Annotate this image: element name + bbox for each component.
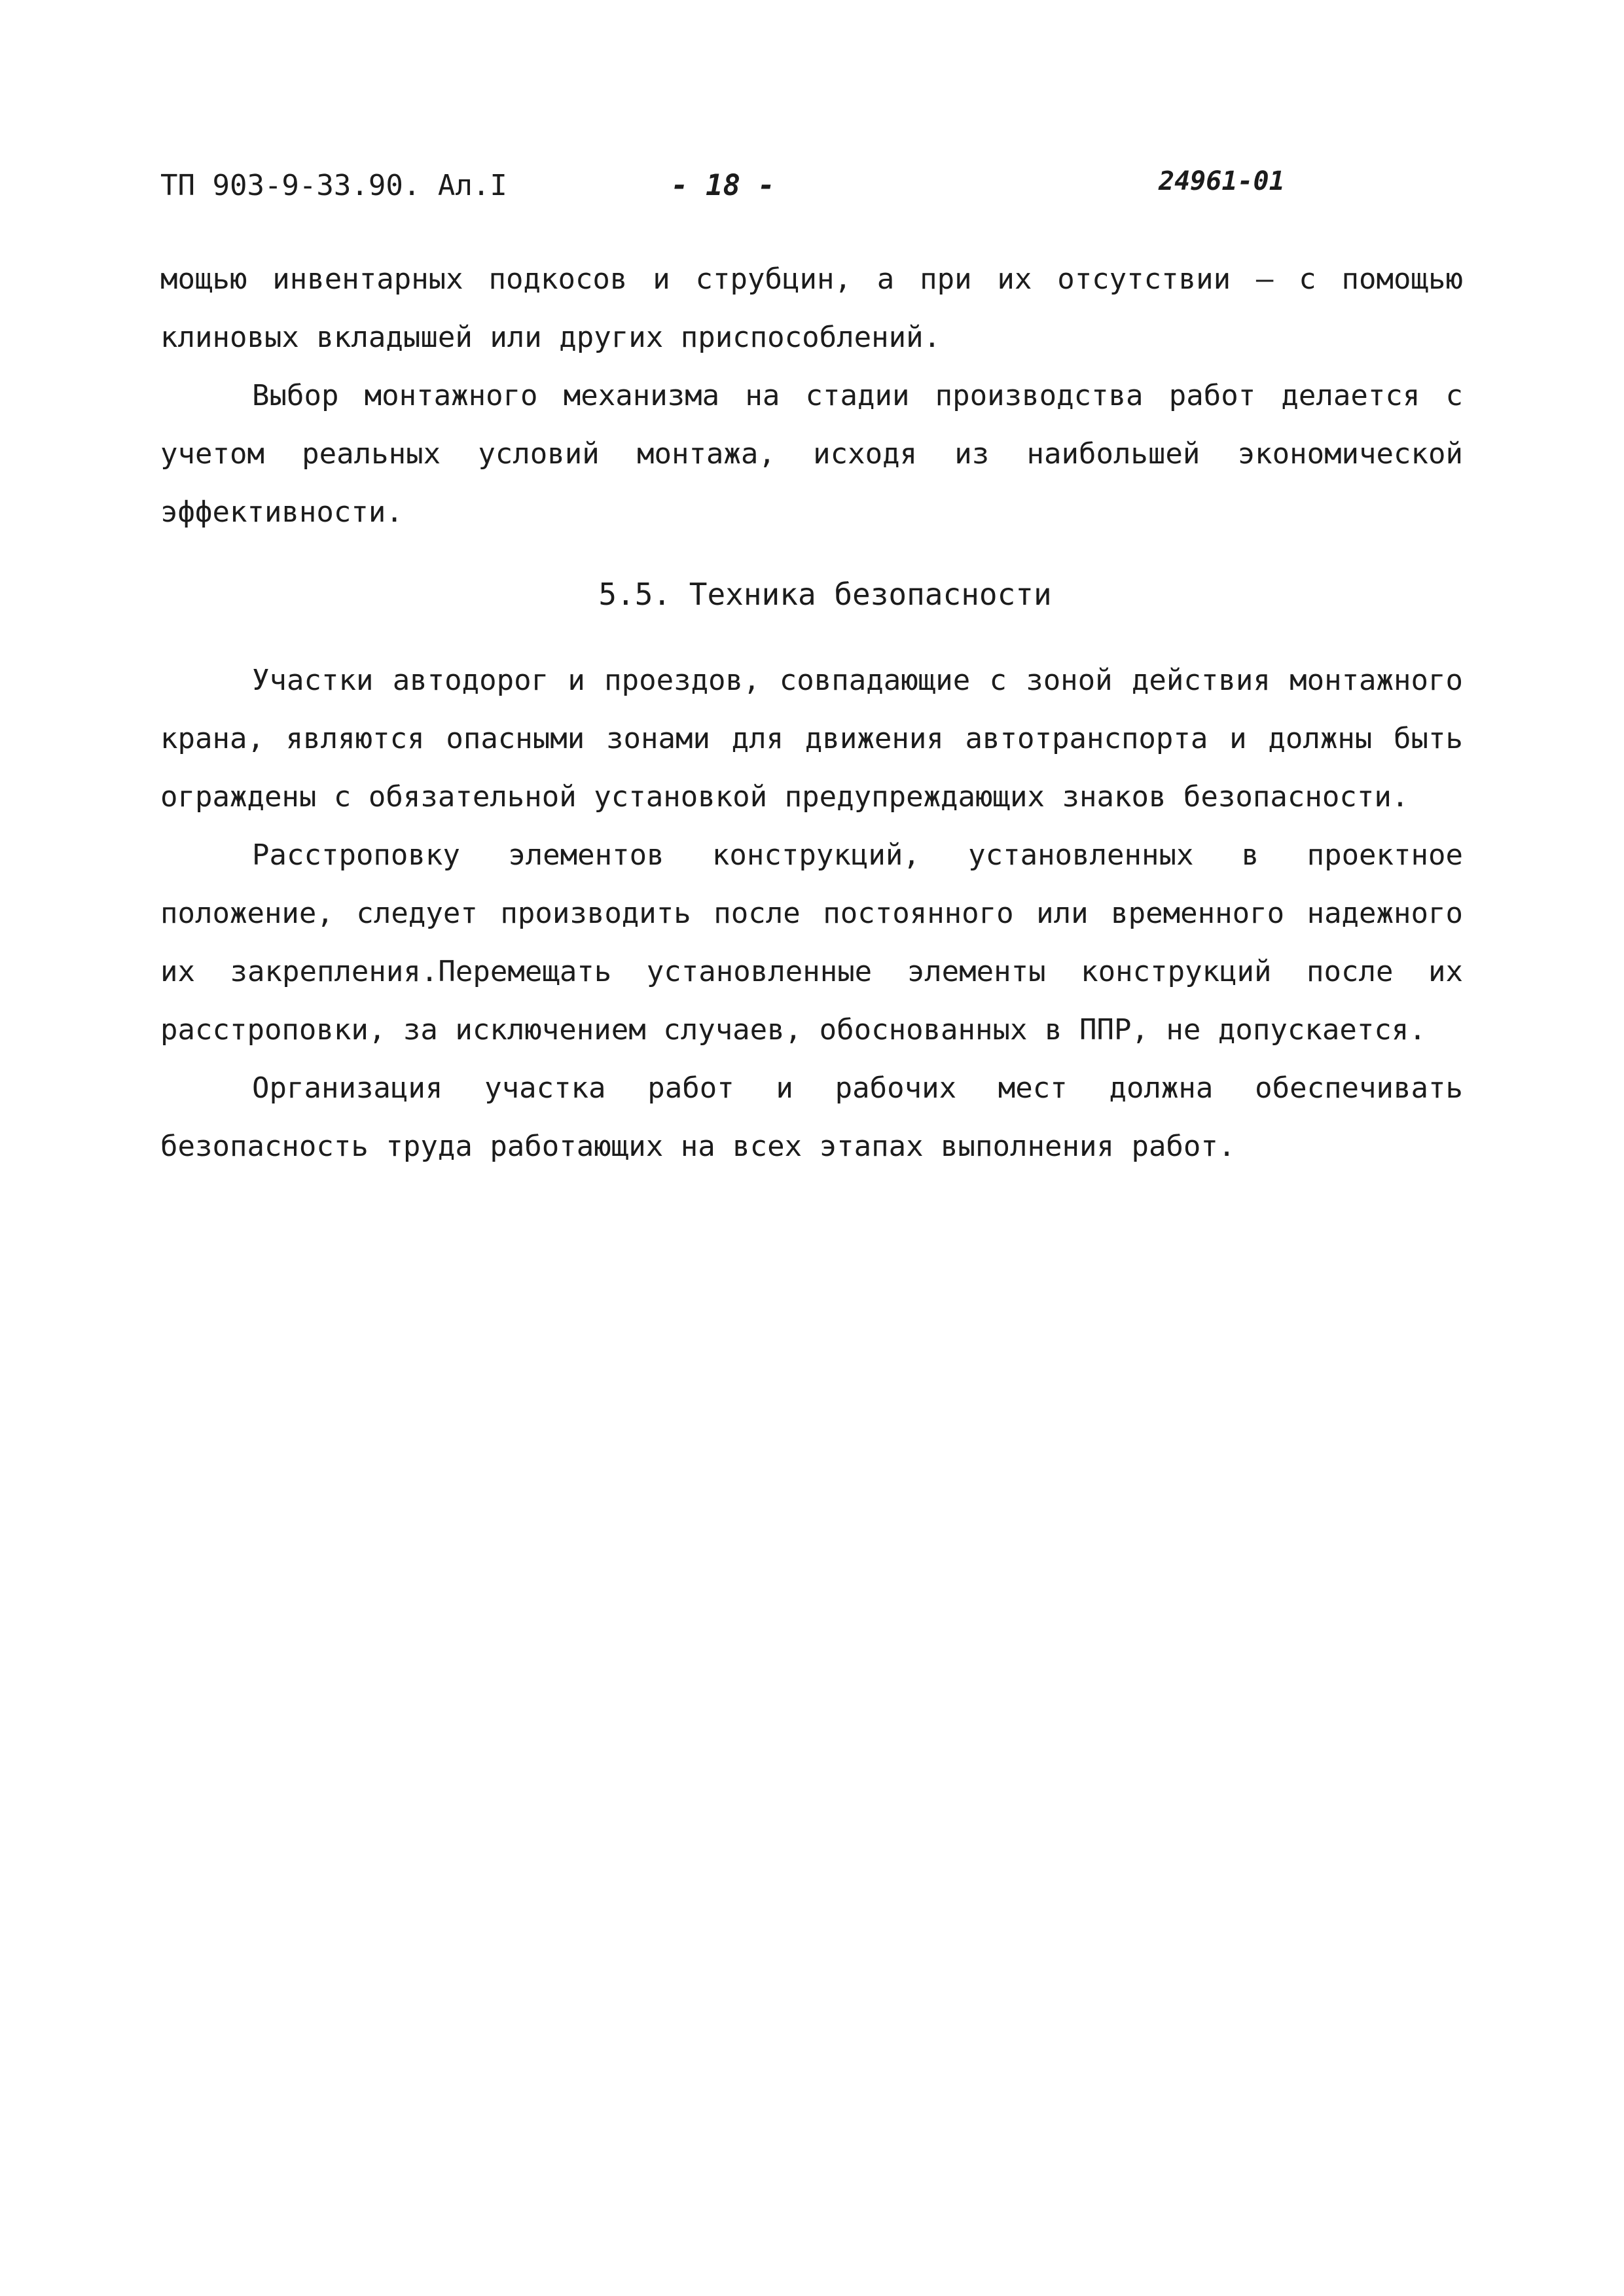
paragraph: мощью инвентарных подкосов и струбцин, а при их отсутствии – с помощью клиновых вкладышей или других приспособлений. bbox=[160, 262, 1463, 354]
paragraph: Организация участка работ и рабочих мест должна обеспечивать безопасность труда работающих на всех этапах выполнения работ. bbox=[160, 1071, 1463, 1163]
section-heading: 5.5. Техника безопасности bbox=[598, 577, 1052, 612]
page-header bbox=[160, 166, 1424, 215]
document-code: ТП 903-9-33.90. Ал.I bbox=[160, 169, 507, 202]
paragraph: Расстроповку элементов конструкций, установленных в проектное положение, следует производить после постоянного или временного надежного их закрепления.Перемещать установленные элементы конструкций после их расстроповки, за исключением случаев, обоснованных в ППР, не допускается. bbox=[160, 838, 1463, 1047]
page-number: - 18 - bbox=[671, 169, 775, 202]
paragraph: Участки автодорог и проездов, совпадающие с зоной действия монтажного крана, являются опасными зонами для движения автотранспорта и должны быть ограждены с обязательной установкой предупреждающих знаков безопасности. bbox=[160, 664, 1463, 814]
continuation-text bbox=[160, 250, 1463, 541]
section-body bbox=[160, 651, 1463, 1175]
paragraph: Выбор монтажного механизма на стадии производства работ делается с учетом реальных условий монтажа, исходя из наибольшей экономической эффективности. bbox=[160, 379, 1463, 529]
archive-number: 24961-01 bbox=[1159, 166, 1285, 196]
